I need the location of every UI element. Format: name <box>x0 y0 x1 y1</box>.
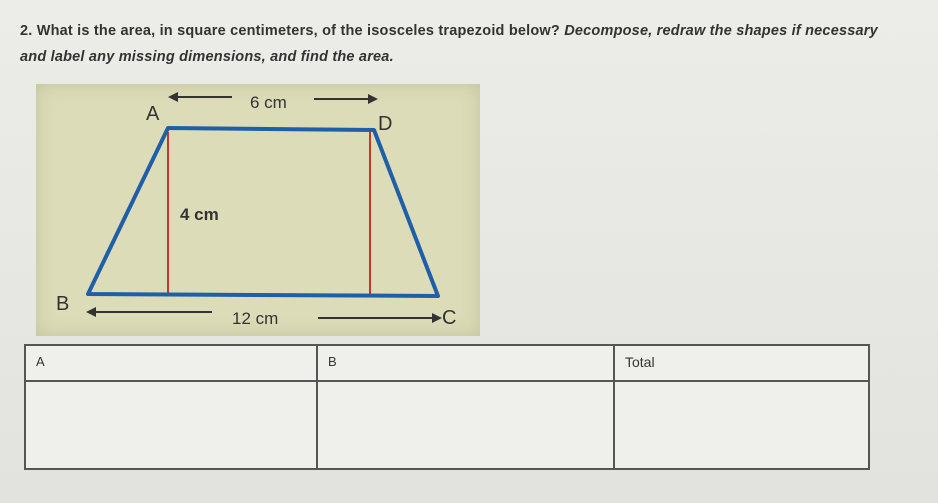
vertex-b-label: B <box>56 293 70 315</box>
top-base-label: 6 cm <box>250 93 287 112</box>
trapezoid-diagram <box>36 84 480 336</box>
bottom-arrowhead-left <box>86 307 96 317</box>
vertex-a-label: A <box>146 103 160 125</box>
question-prefix: 2. What is the area, in square centimeters, of the isosceles trapezoid below? <box>20 23 560 39</box>
bottom-arrowhead-right <box>432 313 442 323</box>
top-arrowhead-right <box>368 94 378 104</box>
vertex-d-label: D <box>378 113 393 135</box>
top-arrowhead-left <box>168 92 178 102</box>
answer-cell-a[interactable] <box>25 381 317 469</box>
trapezoid-figure <box>36 84 480 336</box>
header-b: B <box>317 345 614 381</box>
vertex-c-label: C <box>442 307 457 329</box>
answer-cell-total[interactable] <box>614 381 869 469</box>
answer-table <box>24 344 870 470</box>
answer-cell-b[interactable] <box>317 381 614 469</box>
question-text <box>20 18 880 70</box>
answer-table-wrapper <box>24 344 870 470</box>
answer-table-header-row <box>25 345 869 381</box>
header-a: A <box>25 345 317 381</box>
answer-table-row <box>25 381 869 469</box>
question-instructions: Decompose, redraw the shapes if necessary and label any missing dimensions, and find the area. <box>20 23 878 65</box>
bottom-base-label: 12 cm <box>232 309 279 328</box>
height-label: 4 cm <box>180 205 219 224</box>
isosceles-trapezoid <box>88 128 438 296</box>
header-total: Total <box>614 345 869 381</box>
